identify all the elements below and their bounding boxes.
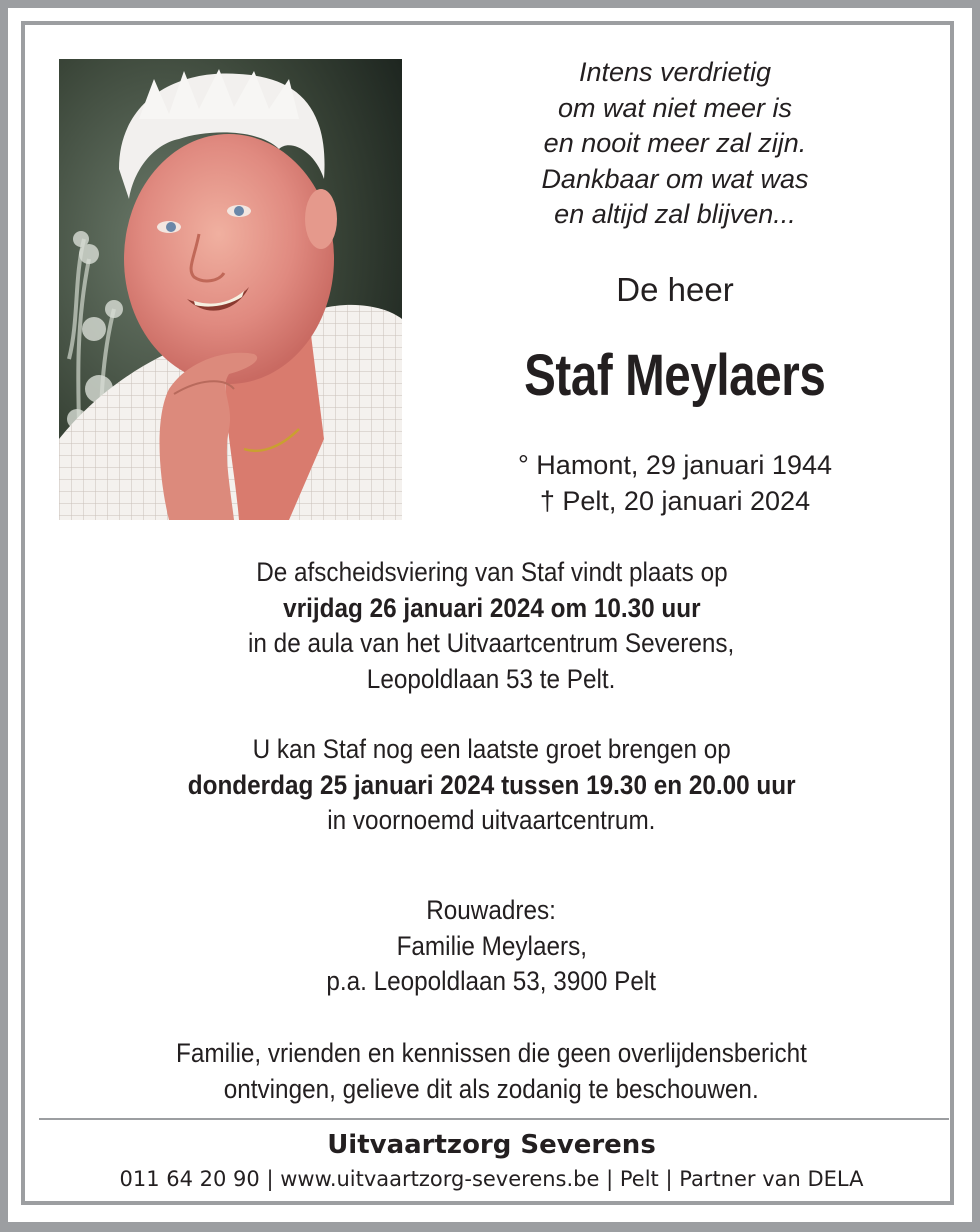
separator: | (599, 1167, 620, 1191)
website-link[interactable]: www.uitvaartzorg-severens.be (280, 1167, 600, 1191)
outer-frame (8, 8, 972, 1222)
life-dates (480, 447, 870, 519)
ceremony-section (25, 555, 958, 697)
visitation-section (25, 732, 958, 839)
visitation-location: in voornoemd uitvaartcentrum. (327, 805, 656, 835)
ceremony-line: De afscheidsviering van Staf vindt plaats op (255, 557, 728, 587)
funeral-home-contact (25, 1165, 958, 1193)
ceremony-location: in de aula van het Uitvaartcentrum Severens, (248, 628, 735, 658)
poem-line: Dankbaar om wat was (541, 163, 809, 194)
notice-line: Familie, vrienden en kennissen die geen overlijdensbericht (176, 1038, 807, 1068)
deceased-name (480, 341, 870, 411)
poem-line: om wat niet meer is (557, 92, 793, 123)
notice-section (25, 1036, 958, 1107)
address-label: Rouwadres: (426, 895, 557, 925)
partner: Partner van DELA (679, 1167, 864, 1191)
separator: | (658, 1167, 680, 1191)
inner-frame (21, 21, 954, 1205)
death-date: † Pelt, 20 januari 2024 (539, 486, 811, 516)
poem (480, 55, 870, 233)
visitation-datetime: donderdag 25 januari 2024 tussen 19.30 en 20.00 uur (187, 769, 796, 800)
poem-line: en altijd zal blijven... (554, 199, 796, 229)
poem-line: Intens verdrietig (578, 57, 772, 87)
visitation-line: U kan Staf nog een laatste groet brengen op (252, 734, 731, 764)
address-street: p.a. Leopoldlaan 53, 3900 Pelt (326, 966, 657, 996)
ceremony-address: Leopoldlaan 53 te Pelt. (367, 663, 616, 694)
ceremony-datetime: vrijdag 26 januari 2024 om 10.30 uur (282, 592, 701, 623)
footer-divider (39, 1118, 949, 1120)
deceased-name-text: Staf Meylaers (524, 343, 826, 408)
notice-line: ontvingen, gelieve dit als zodanig te beschouwen. (224, 1073, 759, 1104)
address-family: Familie Meylaers, (396, 930, 587, 961)
honorific: De heer (616, 271, 734, 308)
portrait-photo (59, 59, 402, 520)
mourning-address (25, 893, 958, 1000)
funeral-home-name: Uitvaartzorg Severens (327, 1130, 656, 1160)
city: Pelt (619, 1167, 659, 1191)
phone-number: 011 64 20 90 (119, 1167, 260, 1191)
birth-date: ° Hamont, 29 januari 1944 (518, 450, 832, 480)
poem-line: en nooit meer zal zijn. (543, 128, 807, 158)
separator: | (259, 1167, 281, 1191)
